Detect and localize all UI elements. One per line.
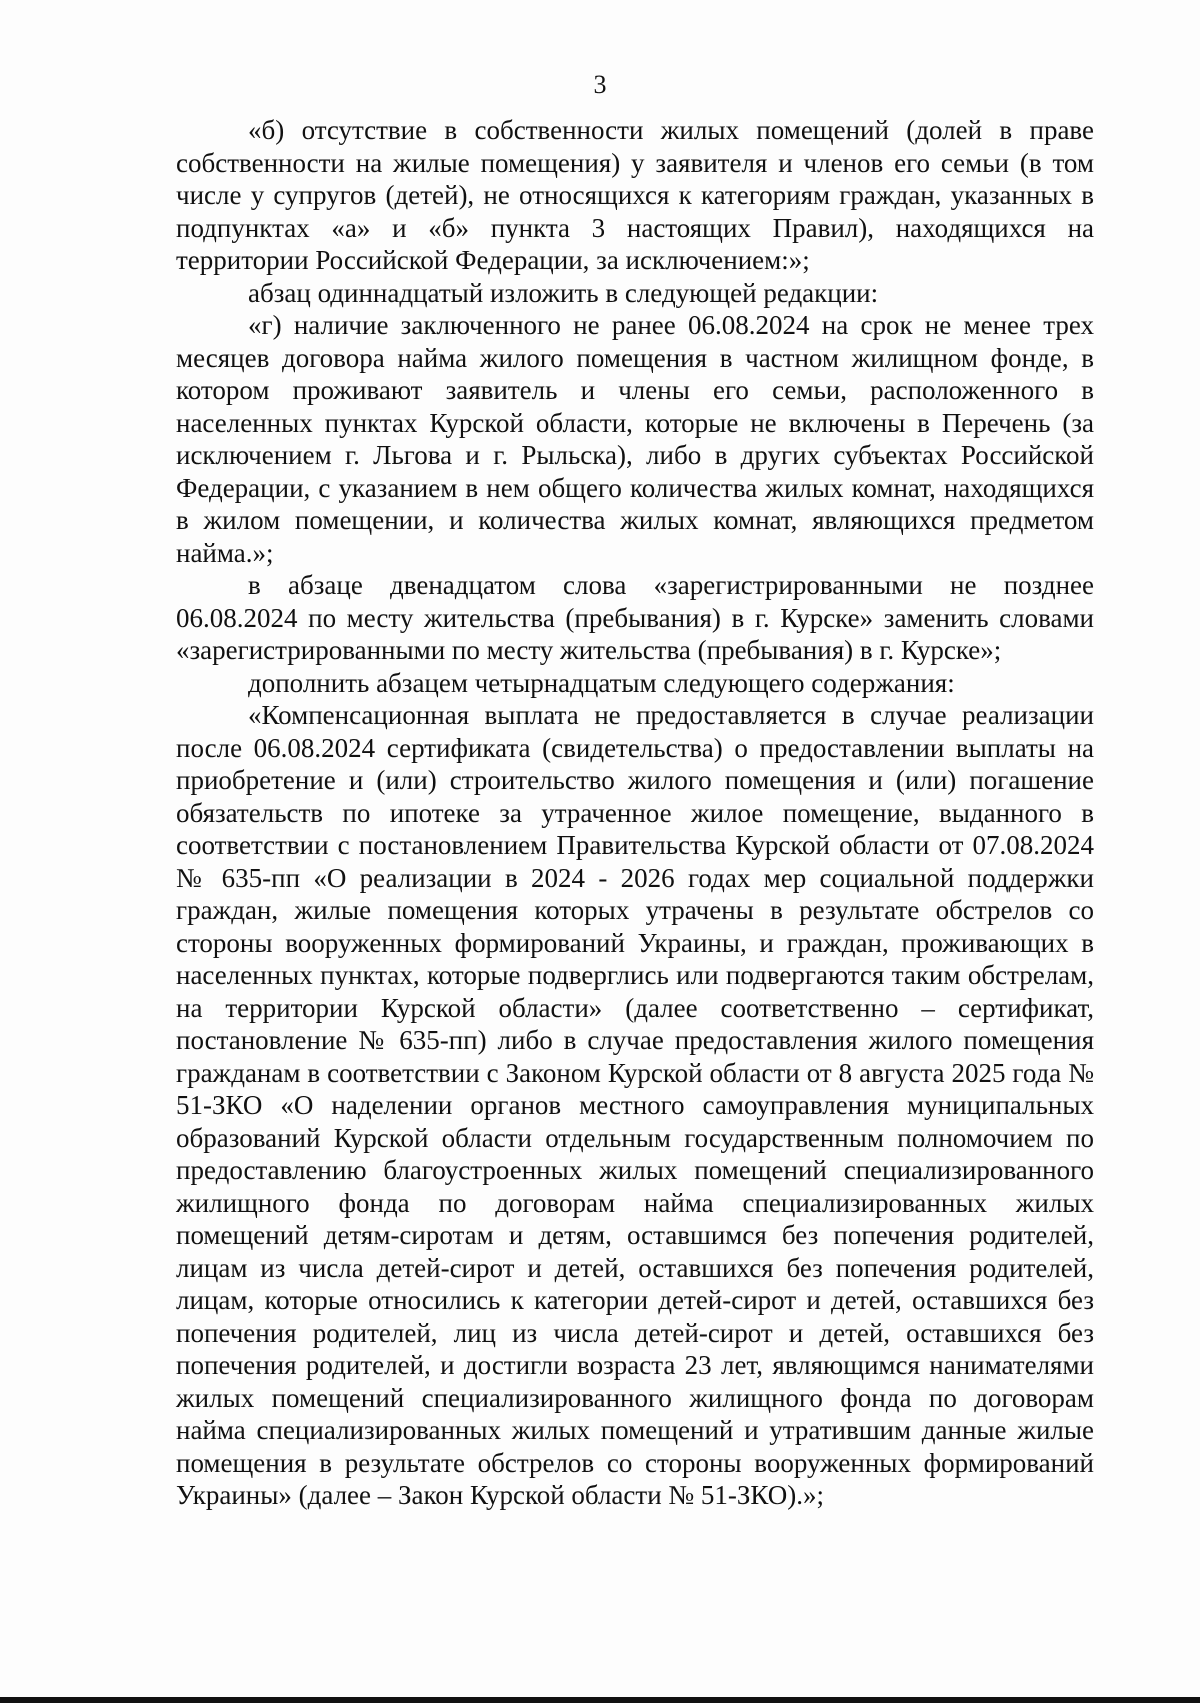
page-number: 3 [593,70,607,99]
paragraph-instruction-eleventh: абзац одиннадцатый изложить в следующей редакции: [248,277,879,308]
paragraph-instruction-twelfth: в абзаце двенадцатом слова «зарегистрированными не позднее 06.08.2024 по месту жительства (пребывания) в г. Курске» заменить словами «зарегистрированными по месту жительства (пребывания) в г. Курске»; [176,570,1094,665]
paragraph-subitem-b: «б) отсутствие в собственности жилых помещений (долей в праве собственности на жилые помещения) у заявителя и членов его семьи (в том числе у супругов (детей), не относящихся к категориям граждан, указанных в подпунктах «а» и «б» пункта 3 настоящих Правил), находящихся на территории Российской Федерации, за исключением:»; [176,115,1094,275]
paragraph-subitem-g: «г) наличие заключенного не ранее 06.08.2024 на срок не менее трех месяцев договора найма жилого помещения в частном жилищном фонде, в котором проживают заявитель и члены его семьи, расположенного в населенных пунктах Курской области, которые не включены в Перечень (за исключением г. Льгова и г. Рыльска), либо в других субъектах Российской Федерации, с указанием в нем общего количества жилых комнат, находящихся в жилом помещении, и количества жилых комнат, являющихся предметом найма.»; [176,310,1094,568]
paragraph-compensation-rule: «Компенсационная выплата не предоставляется в случае реализации после 06.08.2024 сертификата (свидетельства) о предоставлении выплаты на приобретение и (или) строительство жилого помещения и (или) погашение обязательств по ипотеке за утраченное жилое помещение, выданного в соответствии с постановлением Правительства Курской области от 07.08.2024 № 635-пп «О реализации в 2024 - 2026 годах мер социальной поддержки граждан, жилые помещения которых утрачены в результате обстрелов со стороны вооруженных формирований Украины, и граждан, проживающих в населенных пунктах, которые подверглись или подвергаются таким обстрелам, на территории Курской области» (далее соответственно – сертификат, постановление № 635-пп) либо в случае предоставления жилого помещения гражданам в соответствии с Законом Курской области от 8 августа 2025 года № 51-ЗКО «О наделении органов местного самоуправления муниципальных образований Курской области отдельным государственным полномочием по предоставлению благоустроенных жилых помещений специализированного жилищного фонда по договорам найма специализированных жилых помещений детям-сиротам и детям, оставшимся без попечения родителей, лицам из числа детей-сирот и детей, оставшихся без попечения родителей, лицам, которые относились к категории детей-сирот и детей, оставшихся без попечения родителей, лиц из числа детей-сирот и детей, оставшихся без попечения родителей, и достигли возраста 23 лет, являющимся нанимателями жилых помещений специализированного жилищного фонда по договорам найма специализированных жилых помещений и утратившим данные жилые помещения в результате обстрелов со стороны вооруженных формирований Украины» (далее – Закон Курской области № 51-ЗКО).»; [176,700,1094,1510]
document-body [176,114,1094,1512]
scan-bottom-border [0,1697,1200,1703]
paragraph-instruction-fourteenth: дополнить абзацем четырнадцатым следующего содержания: [248,667,955,698]
